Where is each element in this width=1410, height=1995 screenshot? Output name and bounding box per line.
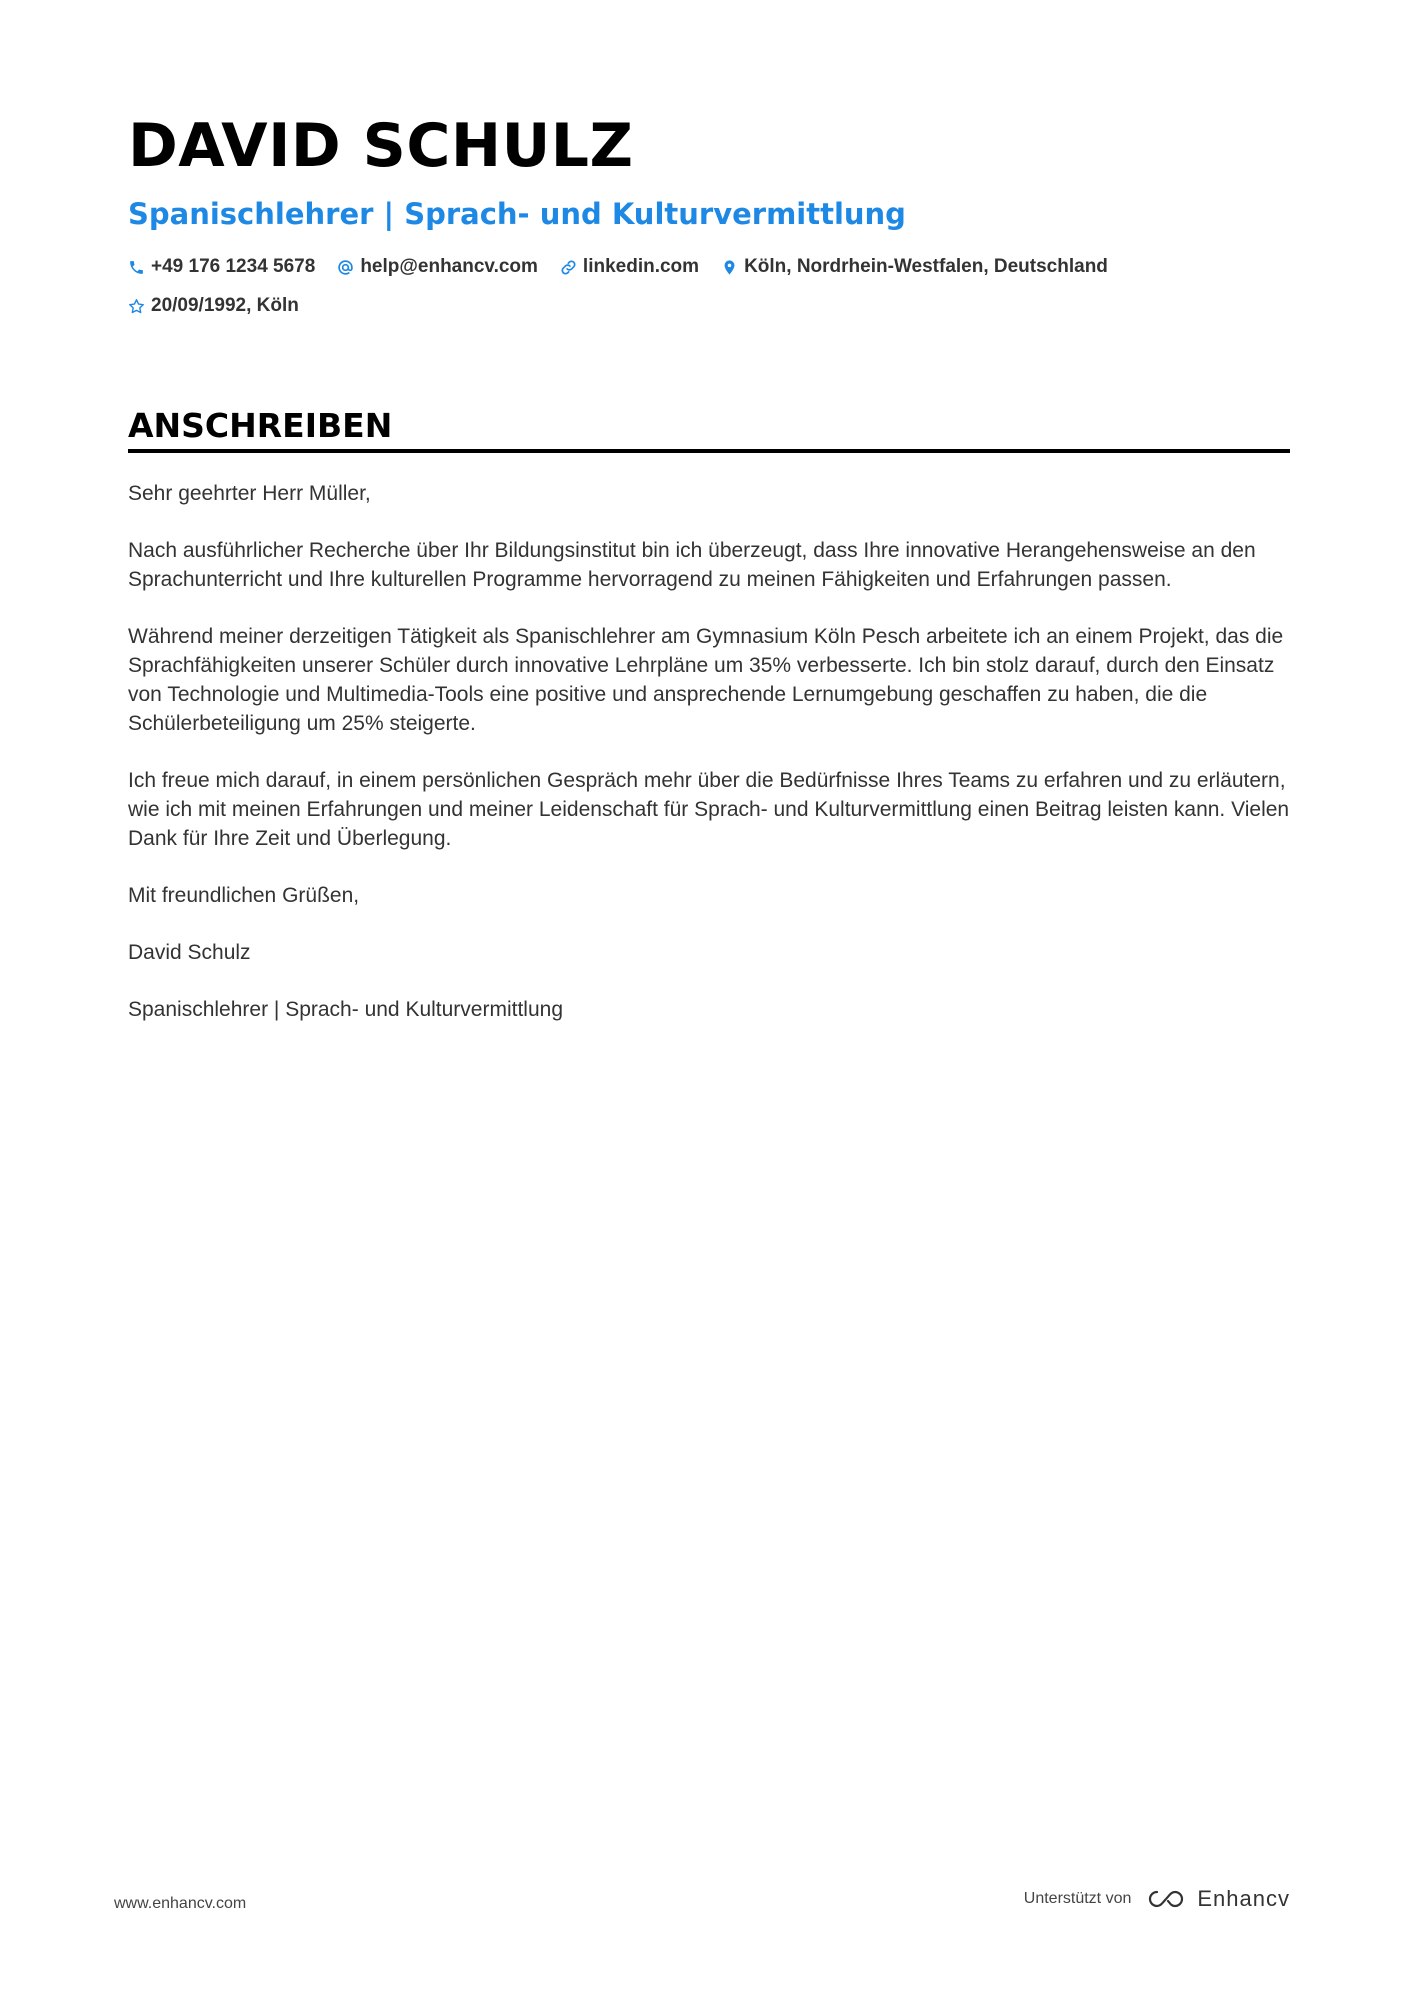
star-icon: [128, 298, 145, 315]
footer-website[interactable]: www.enhancv.com: [114, 1895, 247, 1912]
paragraph-closing: Ich freue mich darauf, in einem persönlichen Gespräch mehr über die Bedürfnisse Ihres Teams zu erfahren und zu erläutern, wie ich mit meinen Erfahrungen und meiner Leidenschaft für Sprach- und Kulturvermittlung einen Beitrag leisten kann. Vielen Dank für Ihre Zeit und Überlegung.: [128, 769, 1290, 850]
powered-by-label: Unterstützt von: [1023, 1890, 1132, 1907]
salutation: Sehr geehrter Herr Müller,: [128, 482, 371, 505]
paragraph-intro: Nach ausführlicher Recherche über Ihr Bildungsinstitut bin ich überzeugt, dass Ihre innovative Herangehensweise an den Sprachunterricht und Ihre kulturellen Programme hervorragend zu meinen Fähigkeiten und Erfahrungen passen.: [128, 539, 1256, 591]
section-divider: [128, 449, 1290, 453]
phone-icon: [128, 259, 145, 276]
contact-location: [721, 256, 1108, 278]
candidate-title: Spanischlehrer | Sprach- und Kulturvermittlung: [128, 197, 906, 231]
contact-birth: [128, 295, 299, 317]
signature-title: Spanischlehrer | Sprach- und Kulturvermittlung: [128, 998, 564, 1021]
link-icon: [560, 259, 577, 276]
candidate-name: DAVID SCHULZ: [128, 111, 634, 181]
location-text: Köln, Nordrhein-Westfalen, Deutschland: [744, 256, 1108, 277]
letter-body: [128, 479, 1290, 1024]
linkedin-text: linkedin.com: [582, 256, 700, 277]
contact-info: [128, 254, 1290, 319]
email-text: help@enhancv.com: [360, 256, 538, 277]
enhancv-logo-icon: [1143, 1886, 1189, 1912]
signature-name: David Schulz: [128, 941, 251, 964]
footer-branding: [1024, 1886, 1290, 1912]
paragraph-experience: Während meiner derzeitigen Tätigkeit als Spanischlehrer am Gymnasium Köln Pesch arbeitete ich an einem Projekt, das die Sprachfähigkeiten unserer Schüler durch innovative Lehrpläne um 35% verbesserte. Ich bin stolz darauf, durch den Einsatz von Technologie und Multimedia-Tools eine positive und ansprechende Lernumgebung geschaffen zu haben, die die Schülerbeteiligung um 25% steigerte.: [128, 625, 1284, 735]
contact-row-1: [128, 254, 1290, 280]
location-pin-icon: [721, 259, 738, 276]
contact-linkedin[interactable]: [560, 256, 699, 278]
cover-letter-section: [128, 406, 1290, 1052]
sign-off: Mit freundlichen Grüßen,: [128, 884, 360, 907]
resume-header: [128, 110, 1290, 332]
contact-phone[interactable]: [128, 256, 315, 278]
contact-email[interactable]: [337, 256, 538, 278]
birth-text: 20/09/1992, Köln: [151, 295, 299, 316]
section-title: ANSCHREIBEN: [128, 406, 393, 445]
brand-name: Enhancv: [1197, 1886, 1290, 1911]
at-icon: [337, 259, 354, 276]
phone-text: +49 176 1234 5678: [151, 256, 316, 277]
contact-row-2: [128, 293, 1290, 319]
